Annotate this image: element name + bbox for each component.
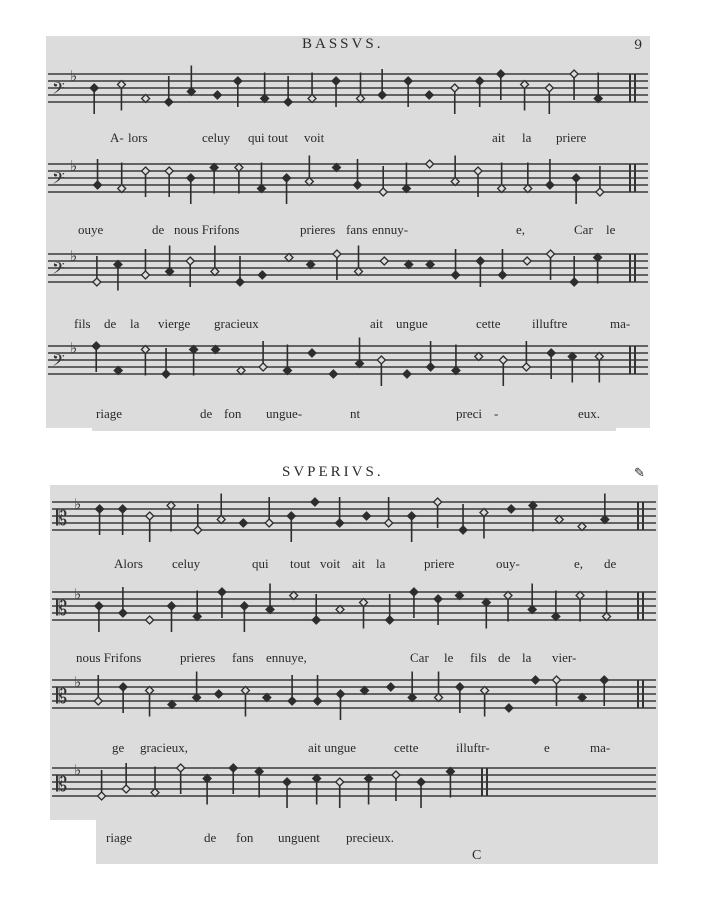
lyric: e, [574,556,584,571]
flat-icon: ♭ [70,339,78,357]
flat-icon: ♭ [74,495,82,513]
note [523,257,531,265]
page-number: 9 [634,38,643,53]
lyric: nous Frifons [174,222,240,237]
bassus-lyrics-2 [0,222,702,242]
lyric: tout [290,556,311,571]
note [240,602,248,632]
note [287,512,295,542]
lyric: cette [476,316,501,331]
lyric: precieux. [346,830,395,845]
clef-icon: 𝄢 [52,78,65,102]
note [329,370,337,378]
note [426,160,434,168]
note [146,616,154,624]
superius-staff-3 [52,668,656,706]
superius-staff-1 [52,490,656,528]
note [545,84,553,114]
superius-lyrics-2 [0,650,702,670]
lyric: fans [346,222,368,237]
lyric: prieres [180,650,216,665]
lyric: riage [96,406,122,421]
flat-icon: ♭ [70,157,78,175]
lyric: nous Frifons [76,650,142,665]
lyric: de [200,406,213,421]
lyric: le [444,650,454,665]
lyric: ouy- [496,556,520,571]
note [499,356,507,386]
lyric: la [522,130,532,145]
lyric: ma- [590,740,611,755]
note [363,512,371,520]
lyric: e, [516,222,526,237]
note [167,602,175,632]
lyric: de [604,556,617,571]
clef-icon: 𝄡 [56,506,68,530]
note [425,91,433,99]
note [308,349,316,357]
lyric: de [104,316,117,331]
note [90,84,98,114]
lyric: vier- [552,650,577,665]
lyric: eux. [578,406,601,421]
clef-icon: 𝄢 [52,350,65,374]
lyric: voit [304,130,325,145]
corner-mark: ✎ [634,466,645,481]
note [380,257,388,265]
lyric: fans [232,650,254,665]
lyric: le [606,222,616,237]
note [408,512,416,542]
clef-icon: 𝄢 [52,258,65,282]
lyric: prieres [300,222,336,237]
superius-staff-4 [52,756,656,794]
lyric: illuftre [532,316,568,331]
note [377,356,385,386]
bassus-lyrics-1 [0,130,702,150]
lyric: de [152,222,165,237]
lyric: illuftr- [456,740,490,755]
note [311,498,319,506]
flat-icon: ♭ [74,673,82,691]
note [572,174,580,204]
clef-icon: 𝄡 [56,772,68,796]
lyric: gracieux, [140,740,189,755]
bassus-staff-3 [48,242,648,280]
lyric: Alors [114,556,143,571]
superius-title: SVPERIVS. [282,464,384,480]
lyric: fils [74,316,91,331]
lyric: gracieux [214,316,259,331]
lyric: la [522,650,532,665]
clef-icon: 𝄢 [52,168,65,192]
lyric: fon [236,830,254,845]
lyric: preci [456,406,482,421]
lyric: fon [224,406,242,421]
lyric: de [498,650,511,665]
note [215,690,223,698]
signature-catchword: C [472,848,482,863]
lyric: - [494,406,499,421]
note [283,778,291,808]
lyric: celuy [172,556,201,571]
flat-icon: ♭ [74,761,82,779]
superius-staff-2 [52,580,656,618]
lyric: de [204,830,217,845]
superius-lyrics-1 [0,556,702,576]
flat-icon: ♭ [74,585,82,603]
lyric: ennuye, [266,650,307,665]
note [387,683,395,691]
lyric: ungue [396,316,428,331]
lyric: ait [370,316,383,331]
flat-icon: ♭ [70,247,78,265]
lyric: qui [252,556,269,571]
bassus-staff-2 [48,152,648,190]
superius-lyrics-4 [0,830,702,850]
bassus-lyrics-4 [0,406,702,426]
note [531,676,539,684]
lyric: ouye [78,222,104,237]
bassus-staff-1 [48,62,648,100]
lyric: riage [106,830,132,845]
note [283,174,291,204]
lyric: e [544,740,550,755]
note [451,84,459,114]
lyric: ge [112,740,125,755]
note [403,370,411,378]
note [146,512,154,542]
flat-icon: ♭ [70,67,78,85]
clef-icon: 𝄡 [56,684,68,708]
note [95,602,103,632]
note [239,519,247,527]
lyric: vierge [158,316,191,331]
bassus-lyrics-3 [0,316,702,336]
lyric: celuy [202,130,231,145]
lyric: Car [574,222,593,237]
lyric: qui tout [248,130,289,145]
note [507,505,515,513]
lyric: ennuy- [372,222,409,237]
lyric: voit [320,556,341,571]
bassus-staff-4 [48,334,648,372]
note [213,91,221,99]
lyric: nt [350,406,361,421]
lyric: la [130,316,140,331]
lyric: A- [110,130,124,145]
note [187,174,195,204]
lyric: la [376,556,386,571]
bassus-title: BASSVS. [302,36,384,52]
lyric: priere [424,556,455,571]
note [336,690,344,720]
lyric: ait [492,130,505,145]
lyric: cette [394,740,419,755]
lyric: ait ungue [308,740,357,755]
lyric: priere [556,130,587,145]
note [417,778,425,808]
lyric: lors [128,130,148,145]
note [336,778,344,808]
lyric: Car [410,650,429,665]
clef-icon: 𝄡 [56,596,68,620]
lyric: unguent [278,830,320,845]
lyric: ait [352,556,365,571]
note [505,704,513,712]
lyric: fils [470,650,487,665]
lyric: ungue- [266,406,303,421]
lyric: ma- [610,316,631,331]
note [258,271,266,279]
